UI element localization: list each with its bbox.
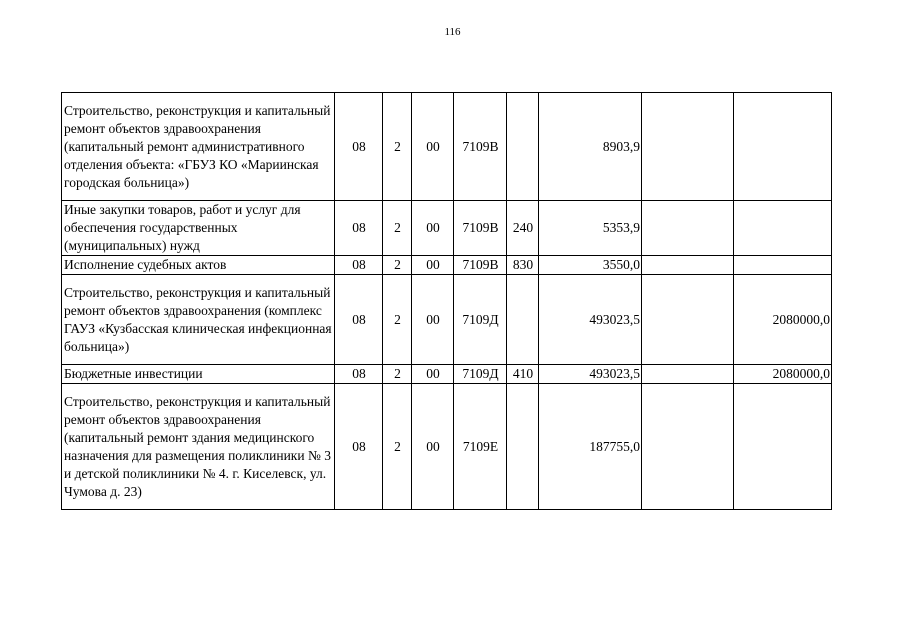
amount-3: 2080000,0	[734, 365, 832, 384]
section-code: 08	[335, 365, 383, 384]
amount-2	[642, 201, 734, 256]
subprogram-code: 00	[412, 365, 454, 384]
row-name: Строительство, реконструкция и капитальный ремонт объектов здравоохранения (комплекс ГАУЗ «Кузбасская клиническая инфекционная больница»)	[62, 275, 335, 365]
subprogram-code: 00	[412, 275, 454, 365]
program-code: 2	[383, 93, 412, 201]
amount-1: 493023,5	[539, 275, 642, 365]
target-article: 7109В	[454, 201, 507, 256]
amount-2	[642, 93, 734, 201]
table-row	[62, 365, 832, 384]
amount-3	[734, 256, 832, 275]
row-name: Строительство, реконструкция и капитальный ремонт объектов здравоохранения (капитальный ремонт здания медицинского назначения для размещения поликлиники № 3 и детской поликлиники № 4. г. Киселевск, ул. Чумова д. 23)	[62, 384, 335, 510]
amount-2	[642, 256, 734, 275]
section-code: 08	[335, 256, 383, 275]
expense-type	[507, 384, 539, 510]
program-code: 2	[383, 365, 412, 384]
amount-3: 2080000,0	[734, 275, 832, 365]
target-article: 7109Е	[454, 384, 507, 510]
amount-3	[734, 93, 832, 201]
section-code: 08	[335, 275, 383, 365]
program-code: 2	[383, 201, 412, 256]
table-row	[62, 256, 832, 275]
row-name: Иные закупки товаров, работ и услуг для обеспечения государственных (муниципальных) нужд	[62, 201, 335, 256]
amount-1: 187755,0	[539, 384, 642, 510]
program-code: 2	[383, 275, 412, 365]
subprogram-code: 00	[412, 201, 454, 256]
target-article: 7109Д	[454, 365, 507, 384]
row-name: Исполнение судебных актов	[62, 256, 335, 275]
row-name: Бюджетные инвестиции	[62, 365, 335, 384]
budget-table	[61, 92, 832, 510]
amount-3	[734, 201, 832, 256]
page-number: 116	[444, 26, 461, 38]
section-code: 08	[335, 201, 383, 256]
section-code: 08	[335, 384, 383, 510]
table-row	[62, 384, 832, 510]
amount-3	[734, 384, 832, 510]
subprogram-code: 00	[412, 93, 454, 201]
amount-1: 8903,9	[539, 93, 642, 201]
target-article: 7109Д	[454, 275, 507, 365]
subprogram-code: 00	[412, 384, 454, 510]
section-code: 08	[335, 93, 383, 201]
expense-type: 240	[507, 201, 539, 256]
expense-type: 830	[507, 256, 539, 275]
subprogram-code: 00	[412, 256, 454, 275]
expense-type	[507, 93, 539, 201]
expense-type	[507, 275, 539, 365]
target-article: 7109В	[454, 256, 507, 275]
row-name: Строительство, реконструкция и капитальный ремонт объектов здравоохранения (капитальный ремонт административного отделения объекта: «ГБУЗ КО «Мариинская городская больница»)	[62, 93, 335, 201]
amount-2	[642, 384, 734, 510]
amount-1: 493023,5	[539, 365, 642, 384]
amount-2	[642, 275, 734, 365]
program-code: 2	[383, 384, 412, 510]
amount-2	[642, 365, 734, 384]
amount-1: 5353,9	[539, 201, 642, 256]
target-article: 7109В	[454, 93, 507, 201]
expense-type: 410	[507, 365, 539, 384]
program-code: 2	[383, 256, 412, 275]
table-row	[62, 201, 832, 256]
table-row	[62, 275, 832, 365]
amount-1: 3550,0	[539, 256, 642, 275]
table-row	[62, 93, 832, 201]
